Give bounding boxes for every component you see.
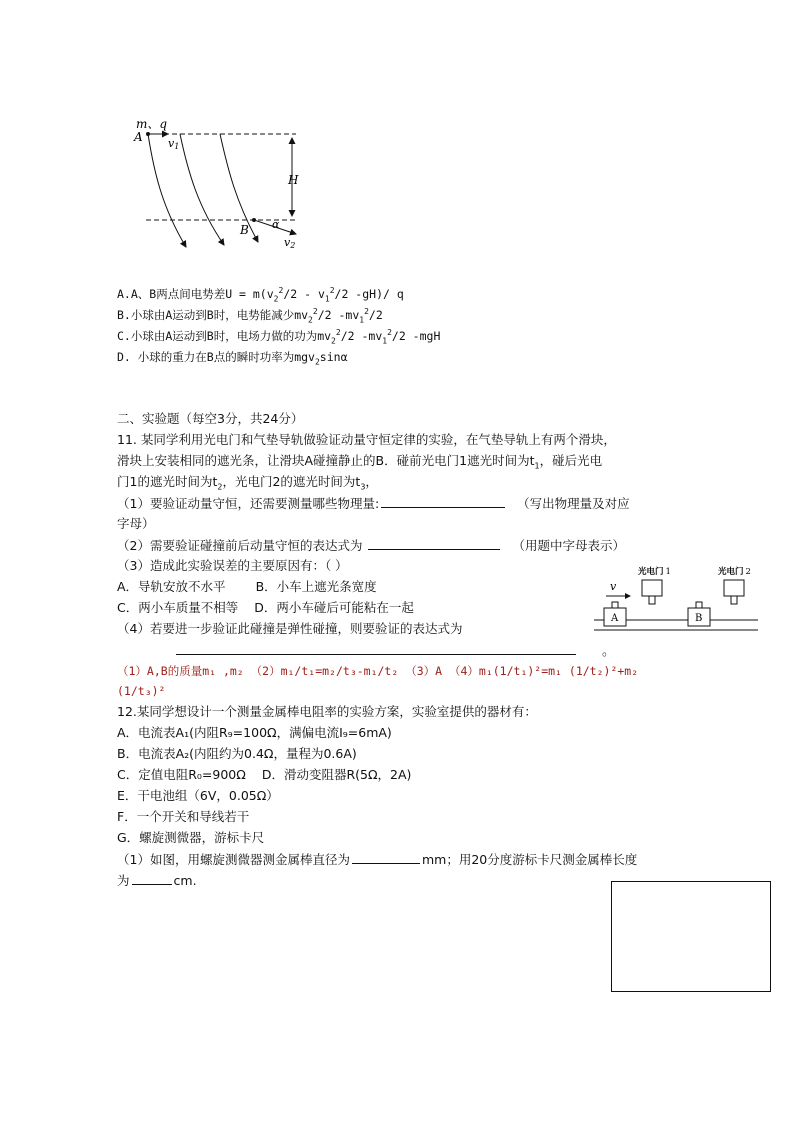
q12-part1-cont: 为 cm.: [117, 873, 197, 888]
q12-item-a: A．电流表A₁(内阻R₉=100Ω，满偏电流I₉=6mA): [117, 725, 392, 740]
svg-text:A: A: [611, 613, 619, 624]
answer-blank-length[interactable]: [132, 871, 172, 885]
q11-part4: （4）若要进一步验证此碰撞是弹性碰撞，则要验证的表达式为: [117, 621, 463, 636]
option-a: A.A、B两点间电势差$U = m(v_2^2/2 - v_1^2/2$ -gH)/ q: [117, 286, 404, 304]
answer-blank-2[interactable]: [368, 536, 500, 550]
svg-text:v2: v2: [284, 236, 296, 250]
gate2-box: [724, 580, 744, 596]
q12-item-e: E．干电池组（6V，0.05Ω）: [117, 788, 279, 803]
q11-line1: 11. 某同学利用光电门和气垫导轨做验证动量守恒定律的实验，在气垫导轨上有两个滑块，: [117, 432, 616, 447]
q12-item-b: B．电流表A₂(内阻约为0.4Ω，量程为0.6A): [117, 746, 357, 761]
trajectory-figure: [128, 112, 318, 252]
svg-text:光电门2: 光电门 2: [718, 567, 751, 577]
air-track-figure: [590, 562, 762, 638]
answer-blank-diameter[interactable]: [352, 850, 420, 864]
field-line-3: [220, 134, 258, 242]
label-v: v: [610, 580, 617, 593]
answer-blank-1[interactable]: [381, 494, 505, 508]
label-mq: m、q: [136, 117, 168, 131]
label-B: B: [240, 223, 249, 237]
label-alpha: α: [272, 218, 280, 231]
svg-text:v1: v1: [168, 137, 180, 151]
q11-line2: 滑块上安装相同的遮光条，让滑块A碰撞静止的B．碰前光电门1遮光时间为$t_1$，碰后光电: [117, 453, 603, 471]
option-c: C.小球由A运动到B时，电场力做的功为$mv_2^2/2$ $-mv_1^2/2$ -mgH: [117, 328, 441, 346]
q11-answer-line1: （1）A,B的质量m₁ ,m₂ （2）m₁/t₁=m₂/t₃-m₁/t₂ （3）A （4）m₁(1/t₁)²=m₁ (1/t₂)²+m₂: [117, 664, 639, 678]
q11-answer-line2: (1/t₃)²: [117, 684, 166, 698]
svg-text:光电门1: 光电门 1: [638, 567, 671, 577]
point-B: [252, 218, 256, 222]
gate1-label: 光电门: [638, 567, 664, 577]
q12-part1: （1）如图，用螺旋测微器测金属棒直径为 mm；用20分度游标卡尺测金属棒长度: [117, 852, 638, 867]
gate1-box: [642, 580, 662, 596]
q12-item-g: G．螺旋测微器，游标卡尺: [117, 830, 265, 845]
answer-blank-4[interactable]: [176, 654, 576, 655]
q11-part3: （3）造成此实验误差的主要原因有：（ ）: [117, 558, 348, 573]
q11-part1-cont: 字母）: [117, 516, 155, 531]
section-heading: 二、实验题（每空3分，共24分）: [117, 411, 304, 426]
label-v2: v: [284, 236, 291, 249]
q12-intro: 12.某同学想设计一个测量金属棒电阻率的实验方案，实验室提供的器材有：: [117, 704, 537, 719]
q11-options-cd: C．两小车质量不相等 D．两小车碰后可能粘在一起: [117, 600, 414, 615]
q11-line3: 门1的遮光时间为$t_2$，光电门2的遮光时间为$t_3$，: [117, 474, 378, 492]
label-H: H: [288, 173, 299, 187]
point-A: [146, 132, 150, 136]
q11-part2: （2）需要验证碰撞前后动量守恒的表达式为 （用题中字母表示）: [117, 538, 625, 553]
q11-options-ab: A．导轨安放不水平 B．小车上遮光条宽度: [117, 579, 377, 594]
q12-items-cd: C．定值电阻R₀=900Ω D．滑动变阻器R(5Ω，2A): [117, 767, 412, 782]
q12-item-f: F．一个开关和导线若干: [117, 809, 250, 824]
svg-text:B: B: [695, 613, 703, 624]
option-b: B.小球由A运动到B时，电势能减少$mv_2^2/2$ $-mv_1^2/2$: [117, 307, 383, 325]
q11-part4-end: 。: [602, 644, 616, 659]
answer-box[interactable]: [611, 881, 771, 992]
label-A: A: [134, 130, 143, 144]
label-v1: v: [168, 137, 175, 150]
field-line-1: [148, 134, 186, 247]
gate2-label: 光电门: [718, 567, 744, 577]
q11-part1: （1）要验证动量守恒，还需要测量哪些物理量: （写出物理量及对应: [117, 496, 630, 511]
option-d: D. 小球的重力在B点的瞬时功率为mgv$_2$sinα: [117, 350, 348, 367]
field-line-2: [180, 134, 224, 245]
